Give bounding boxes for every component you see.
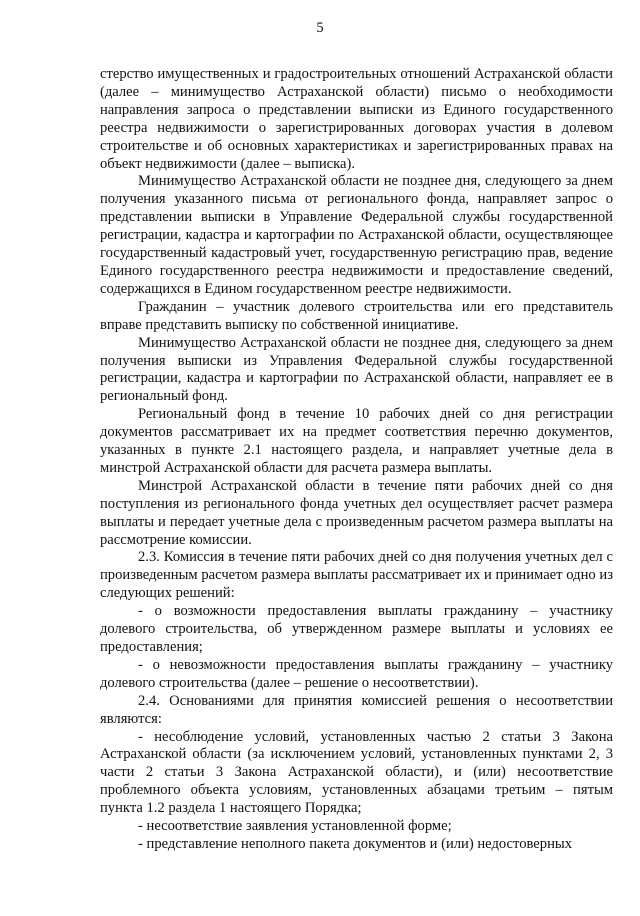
paragraph-2: Минимущество Астраханской области не позднее дня, следующего за днем получения указанного письма от регионального фонда, направляет запрос о представлении выписки в Управление Федеральной службы государственной регистрации, кадастра и картографии по Астраханской области, осуществляющее государственный кадастровый учет, государственную регистрацию прав, ведение Единого государственного реестра недвижимости и предоставление сведений, содержащихся в Едином государственном реестре недвижимости. [100,173,613,297]
document-body [100,66,613,854]
list-item-ground-2: - несоответствие заявления установленной форме; [138,818,452,835]
list-item-decision-reject: - о невозможности предоставления выплаты гражданину – участнику долевого строительства (далее – решение о несоответствии). [100,656,613,691]
paragraph-6: Минстрой Астраханской области в течение пяти рабочих дней со дня поступления из регионального фонда учетных дел осуществляет расчет размера выплаты и передает учетные дела с произведенным расчетом размера выплаты на рассмотрение комиссии. [100,477,613,548]
paragraph-section-2-3: 2.3. Комиссия в течение пяти рабочих дней со дня получения учетных дел с произведенным расчетом размера выплаты рассматривает их и принимает одно из следующих решений: [100,549,613,602]
paragraph-1: стерство имущественных и градостроительных отношений Астраханской области (далее – минимущество Астраханской области) письмо о необходимости направления запроса о представлении выписки из Единого государственного реестра недвижимости о зарегистрированных договорах участия в долевом строительстве и об основных характеристиках и зарегистрированных правах на объект недвижимости (далее – выписка). [100,66,613,172]
list-item-ground-1: - несоблюдение условий, установленных частью 2 статьи 3 Закона Астраханской области (за исключением условий, установленных пунктами 2, 3 части 2 статьи 3 Закона Астраханской области), и (или) несоответствие проблемного объекта условиям, установленных абзацами третьим – пятым пункта 1.2 раздела 1 настоящего Порядка; [100,728,613,817]
paragraph-4: Минимущество Астраханской области не позднее дня, следующего за днем получения выписки из Управления Федеральной службы государственной регистрации, кадастра и картографии по Астраханской области, направляет ее в региональный фонд. [100,334,613,405]
paragraph-3: Гражданин – участник долевого строительства или его представитель вправе представить выписку по собственной инициативе. [100,298,613,333]
page-number: 5 [316,20,324,36]
list-item-ground-3: - представление неполного пакета документов и (или) недостоверных [138,835,572,852]
list-item-decision-approve: - о возможности предоставления выплаты гражданину – участнику долевого строительства, об утвержденном размере выплаты и условиях ее предоставления; [100,603,613,655]
paragraph-section-2-4: 2.4. Основаниями для принятия комиссией решения о несоответствии являются: [100,692,613,727]
paragraph-5: Региональный фонд в течение 10 рабочих дней со дня регистрации документов рассматривает их на предмет соответствия перечню документов, указанных в пункте 2.1 настоящего раздела, и направляет учетные дела в минстрой Астраханской области для расчета размера выплаты. [100,406,613,476]
